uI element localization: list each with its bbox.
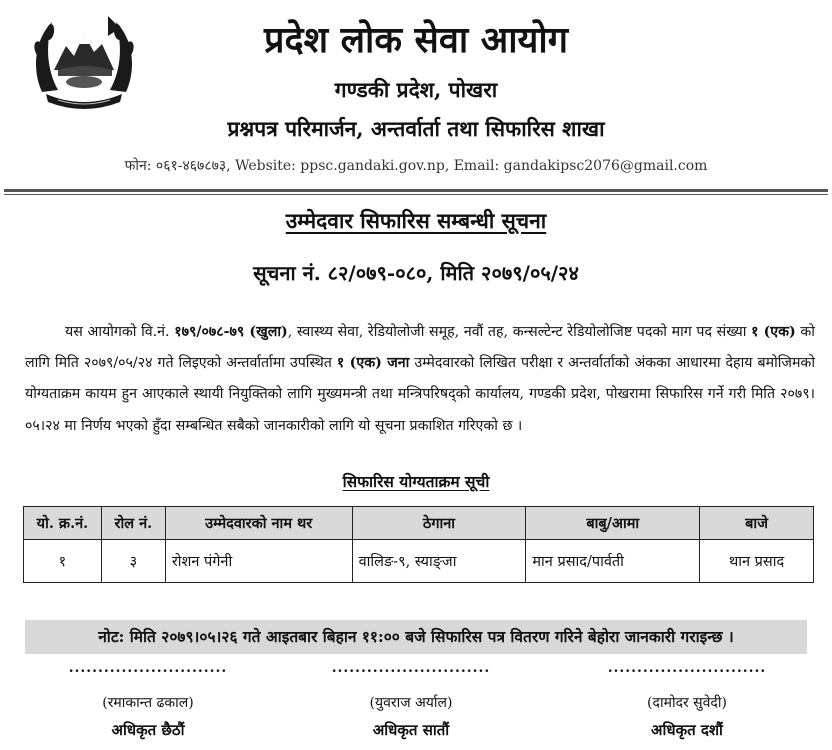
notice-body: यस आयोगको वि.नं. १७९/०७८-७९ (खुला), स्वास्थ्य सेवा, रेडियोलोजी समूह, नवौं तह, कन्सल्टेन्ट रेडियोलोजिष्ट पदको माग पद संख्या १ (एक) को लागि मिति २०७९/०५/२४ गते लिइएको अन्तर्वार्तामा उपस्थित १ (एक) जना उम्मेदवारको लिखित परीक्षा र अन्तर्वार्ताको अंकका आधारमा देहाय बमोजिमको योग्यताक्रम कायम हुन आएकाले स्थायी नियुक्तिको लागि मुख्यमन्त्री तथा मन्त्रिपरिषद्को कार्यालय, गण्डकी प्रदेश, पोखरामा सिफारिस गर्ने गरी मिति २०७९।०५।२४ मा निर्णय भएको हुँदा सम्बन्धित सबैको जानकारीको लागि यो सूचना प्रकाशित गरिएको छ । bbox=[25, 324, 816, 434]
signatory-name: (दामोदर सुवेदी) bbox=[647, 695, 727, 711]
table-header-row bbox=[24, 507, 814, 540]
contact-line: फोन: ०६१-४६७८७३, Website: ppsc.gandaki.gov.np, Email: gandakipsc2076@gmail.com bbox=[124, 158, 708, 174]
header-roll: रोल नं. bbox=[101, 507, 165, 540]
signatory-name: (युवराज अर्याल) bbox=[369, 695, 453, 711]
cell-serial: १ bbox=[24, 540, 102, 583]
advert-number: १७९/०७८-७९ (खुला) bbox=[174, 324, 288, 340]
notice-title: उम्मेदवार सिफारिस सम्बन्धी सूचना bbox=[285, 208, 547, 233]
recommendation-table bbox=[23, 506, 814, 583]
signatory-name: (रमाकान्त ढकाल) bbox=[102, 695, 194, 711]
signature-line: ........................... bbox=[68, 660, 228, 676]
table-row bbox=[24, 540, 814, 583]
header-rule-thick bbox=[4, 189, 828, 192]
cell-name: रोशन पंगेनी bbox=[165, 540, 352, 583]
org-title: प्रदेश लोक सेवा आयोग bbox=[264, 19, 568, 61]
header-rule-thin bbox=[4, 194, 828, 195]
header-name: उम्मेदवारको नाम थर bbox=[165, 507, 352, 540]
list-title: सिफारिस योग्यताक्रम सूची bbox=[342, 472, 490, 491]
org-location: गण्डकी प्रदेश, पोखरा bbox=[334, 77, 498, 102]
distribution-note: नोट: मिति २०७९।०५।२६ गते आइतबार बिहान ११:०० बजे सिफारिस पत्र वितरण गरिने बेहोरा जानकारी गराइन्छ । bbox=[25, 620, 807, 654]
signatory-rank: अधिकृत सातौं bbox=[372, 721, 450, 739]
cell-grandfather: थान प्रसाद bbox=[700, 540, 814, 583]
header-grandfather: बाजे bbox=[700, 507, 814, 540]
header-serial: यो. क्र.नं. bbox=[24, 507, 102, 540]
letterhead bbox=[0, 0, 832, 190]
post-count: १ (एक) bbox=[751, 324, 796, 340]
signature-block-3 bbox=[572, 660, 802, 740]
present-count: १ (एक) जना bbox=[336, 355, 410, 372]
signature-block-1 bbox=[33, 660, 263, 740]
signature-block-2 bbox=[296, 660, 526, 740]
signatory-rank: अधिकृत दशौं bbox=[651, 721, 723, 739]
cell-roll: ३ bbox=[101, 540, 165, 583]
header-address: ठेगाना bbox=[352, 507, 526, 540]
notice-number: सूचना नं. ८२/०७९-०८०, मिति २०७९/०५/२४ bbox=[253, 261, 579, 285]
header-parents: बाबु/आमा bbox=[526, 507, 700, 540]
signature-line: ........................... bbox=[607, 660, 767, 676]
signatory-rank: अधिकृत छैठौं bbox=[111, 721, 185, 739]
cell-parents: मान प्रसाद/पार्वती bbox=[526, 540, 700, 583]
org-branch: प्रश्नपत्र परिमार्जन, अन्तर्वार्ता तथा सिफारिस शाखा bbox=[227, 116, 605, 141]
signature-line: ........................... bbox=[331, 660, 491, 676]
cell-address: वालिङ-९, स्याङ्जा bbox=[352, 540, 526, 583]
